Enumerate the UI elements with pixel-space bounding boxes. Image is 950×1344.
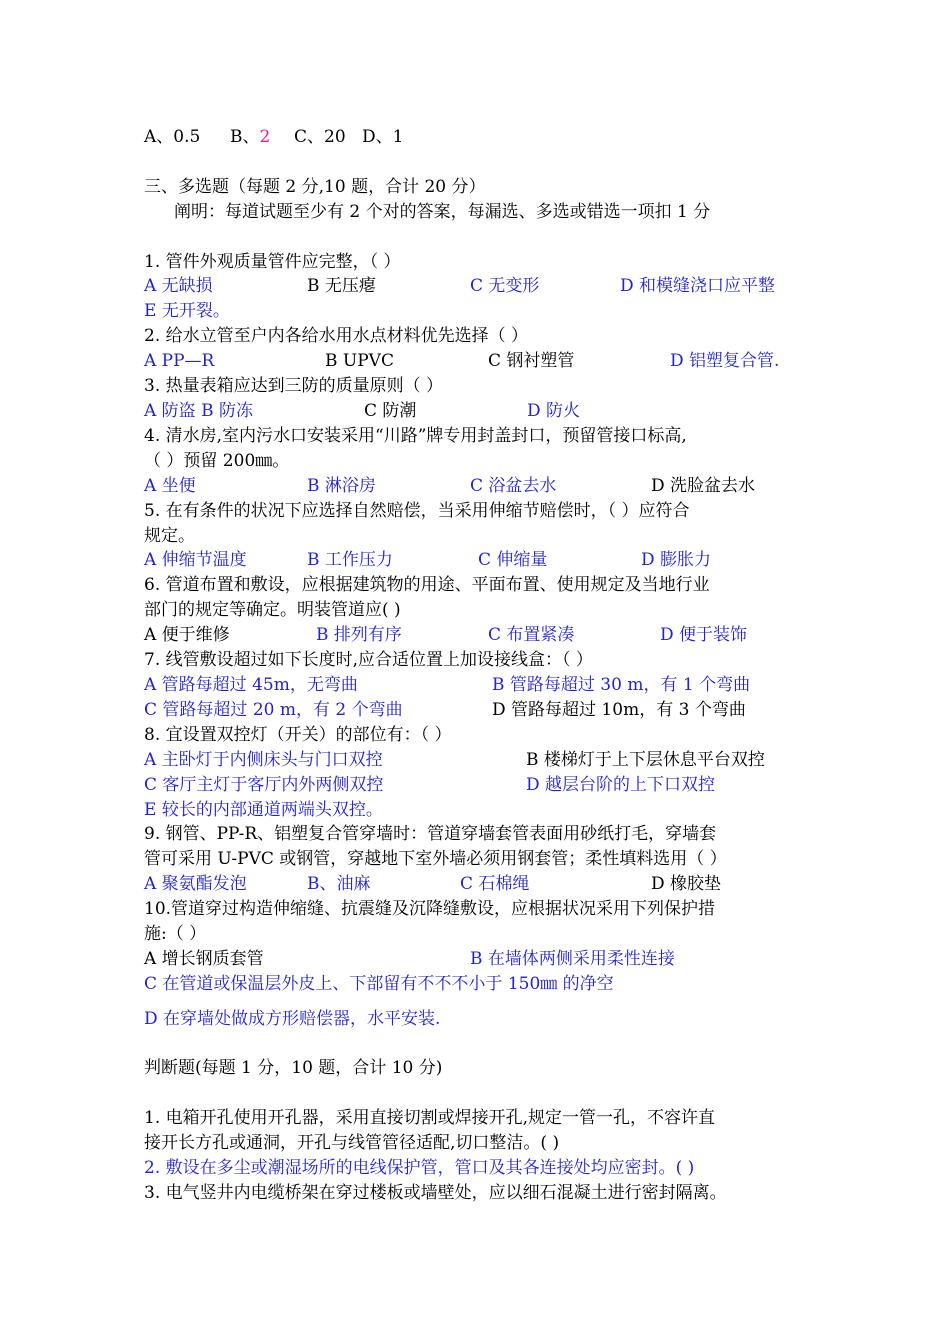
q9-stem-line1: 9. 钢管、PP-R、铝塑复合管穿墙时：管道穿墙套管表面用砂纸打毛，穿墙套 bbox=[144, 824, 717, 844]
q1-option-a: A 无缺损 bbox=[144, 276, 213, 296]
q8-option-d: D 越层台阶的上下口双控 bbox=[526, 775, 716, 795]
q7-option-c: C 管路每超过 20 m，有 2 个弯曲 bbox=[144, 700, 403, 720]
q7-options-cd bbox=[144, 699, 746, 721]
q7-stem: 7. 线管敷设超过如下长度时,应合适位置上加设接线盒：（ ） bbox=[144, 650, 593, 670]
q2-options bbox=[144, 350, 780, 372]
judge1-line2: 接开长方孔或通洞，开孔与线管管径适配,切口整洁。( ) bbox=[144, 1133, 560, 1153]
option-a: A、0.5 bbox=[144, 127, 201, 147]
q10-option-b: B 在墙体两侧采用柔性连接 bbox=[470, 949, 675, 969]
q8-options-cd bbox=[144, 774, 716, 796]
q9-option-b: B、油麻 bbox=[307, 874, 371, 894]
q9-stem-line2: 管可采用 U-PVC 或钢管，穿越地下室外墙必须用钢套管；柔性填料选用（ ） bbox=[144, 849, 727, 869]
q10-option-c: C 在管道或保温层外皮上、下部留有不不不小于 150㎜ 的净空 bbox=[144, 974, 614, 994]
q7-option-a: A 管路每超过 45m，无弯曲 bbox=[144, 675, 358, 695]
q9-options bbox=[144, 873, 722, 895]
q9-option-c: C 石棉绳 bbox=[460, 874, 530, 894]
q5-option-b: B 工作压力 bbox=[307, 550, 393, 570]
option-c: C、20 bbox=[294, 127, 346, 147]
q8-option-c: C 客厅主灯于客厅内外两侧双控 bbox=[144, 775, 384, 795]
q2-option-b: B UPVC bbox=[325, 351, 394, 371]
q4-stem-line2: （ ）预留 200㎜。 bbox=[144, 451, 290, 471]
q6-stem-line2: 部门的规定等确定。明装管道应( ) bbox=[144, 600, 401, 620]
q2-stem: 2. 给水立管至户内各给水用水点材料优先选择（ ） bbox=[144, 326, 529, 346]
q4-option-c: C 浴盆去水 bbox=[470, 476, 557, 496]
q3-options bbox=[144, 400, 581, 422]
q2-option-a: A PP—R bbox=[144, 351, 215, 371]
q10-option-a: A 增长钢质套管 bbox=[144, 949, 264, 969]
q8-option-e: E 较长的内部通道两端头双控。 bbox=[144, 800, 383, 820]
q3-option-c: C 防潮 bbox=[364, 401, 417, 421]
judge1-line1: 1. 电箱开孔使用开孔器，采用直接切割或焊接开孔,规定一管一孔，不容许直 bbox=[144, 1108, 716, 1128]
q6-option-b: B 排列有序 bbox=[316, 625, 402, 645]
q4-stem-line1: 4. 清水房,室内污水口安装采用“川路”牌专用封盖封口，预留管接口标高, bbox=[144, 426, 687, 446]
judge3: 3. 电气竖井内电缆桥架在穿过楼板或墙壁处，应以细石混凝土进行密封隔离。 bbox=[144, 1183, 727, 1203]
q8-stem: 8. 宜设置双控灯（开关）的部位有：（ ） bbox=[144, 725, 452, 745]
q8-option-a: A 主卧灯于内侧床头与门口双控 bbox=[144, 750, 383, 770]
q5-option-c: C 伸缩量 bbox=[478, 550, 548, 570]
section3-note: 阐明：每道试题至少有 2 个对的答案，每漏选、多选或错选一项扣 1 分 bbox=[174, 202, 711, 222]
q2-option-d: D 铝塑复合管. bbox=[670, 351, 780, 371]
q1-stem: 1. 管件外观质量管件应完整，（ ） bbox=[144, 252, 401, 272]
q7-option-d: D 管路每超过 10m，有 3 个弯曲 bbox=[492, 700, 746, 720]
q1-option-d: D 和模缝浇口应平整 bbox=[620, 276, 776, 296]
q4-options bbox=[144, 475, 756, 497]
q6-option-d: D 便于装饰 bbox=[660, 625, 748, 645]
q5-option-a: A 伸缩节温度 bbox=[144, 550, 247, 570]
q4-option-d: D 洗脸盆去水 bbox=[651, 476, 756, 496]
q6-options bbox=[144, 624, 748, 646]
q10-options-ab bbox=[144, 948, 675, 970]
q10-option-d: D 在穿墙处做成方形赔偿器，水平安装. bbox=[144, 1009, 441, 1029]
q10-stem-line1: 10.管道穿过构造伸缩缝、抗震缝及沉降缝敷设，应根据状况采用下列保护措 bbox=[144, 899, 716, 919]
q1-options bbox=[144, 275, 776, 297]
q1-option-e: E 无开裂。 bbox=[144, 301, 230, 321]
q9-option-a: A 聚氨酯发泡 bbox=[144, 874, 247, 894]
q5-stem-line2: 规定。 bbox=[144, 526, 195, 546]
q8-option-b: B 楼梯灯于上下层休息平台双控 bbox=[526, 750, 765, 770]
q10-stem-line2: 施:（ ） bbox=[144, 924, 207, 944]
q6-option-a: A 便于维修 bbox=[144, 625, 230, 645]
option-b: B、2 bbox=[230, 127, 271, 147]
q9-option-d: D 橡胶垫 bbox=[651, 874, 722, 894]
q3-stem: 3. 热量表箱应达到三防的质量原则（ ） bbox=[144, 376, 444, 396]
q5-stem-line1: 5. 在有条件的状况下应选择自然赔偿，当采用伸缩节赔偿时，（ ）应符合 bbox=[144, 501, 690, 521]
q7-option-b: B 管路每超过 30 m，有 1 个弯曲 bbox=[492, 675, 751, 695]
q3-option-ab: A 防盗 B 防冻 bbox=[144, 401, 253, 421]
q1-option-b: B 无压瘪 bbox=[307, 276, 376, 296]
q6-option-c: C 布置紧凑 bbox=[488, 625, 575, 645]
q2-option-c: C 钢衬塑管 bbox=[488, 351, 575, 371]
top-options-line bbox=[144, 126, 404, 148]
q8-options-ab bbox=[144, 749, 765, 771]
section4-title: 判断题(每题 1 分，10 题，合计 10 分) bbox=[144, 1058, 443, 1078]
q4-option-b: B 淋浴房 bbox=[307, 476, 376, 496]
q5-options bbox=[144, 549, 712, 571]
q3-option-d: D 防火 bbox=[527, 401, 581, 421]
q6-stem-line1: 6. 管道布置和敷设，应根据建筑物的用途、平面布置、使用规定及当地行业 bbox=[144, 575, 710, 595]
q5-option-d: D 膨胀力 bbox=[641, 550, 712, 570]
q7-options-ab bbox=[144, 674, 751, 696]
option-d: D、1 bbox=[362, 127, 404, 147]
section3-title: 三、多选题（每题 2 分,10 题，合计 20 分） bbox=[144, 177, 486, 197]
judge2: 2. 敷设在多尘或潮湿场所的电线保护管，管口及其各连接处均应密封。( ) bbox=[144, 1158, 695, 1178]
q1-option-c: C 无变形 bbox=[470, 276, 540, 296]
q4-option-a: A 坐便 bbox=[144, 476, 196, 496]
